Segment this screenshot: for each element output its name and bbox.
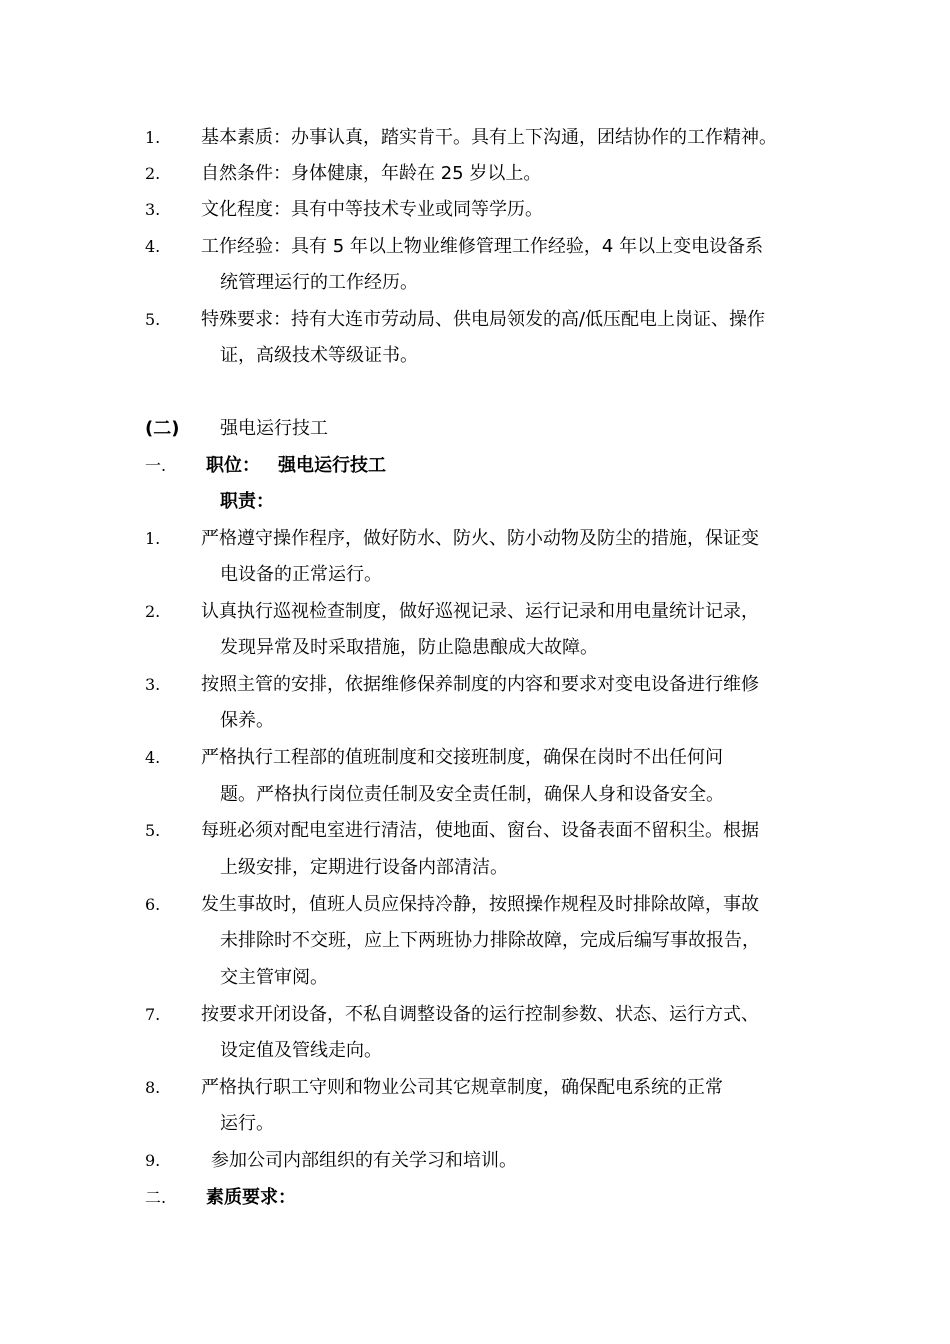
req-3-number: 3. bbox=[145, 200, 161, 219]
section-title: 强电运行技工 bbox=[220, 418, 328, 439]
duty-9-number: 9. bbox=[145, 1151, 161, 1170]
req-2-number: 2. bbox=[145, 164, 161, 183]
duty-8-line-1: 严格执行职工守则和物业公司其它规章制度，确保配电系统的正常 bbox=[201, 1077, 723, 1098]
duty-2-number: 2. bbox=[145, 602, 161, 621]
quality-number: 二. bbox=[145, 1188, 167, 1207]
req-1-number: 1. bbox=[145, 128, 161, 147]
duty-1-line-1: 严格遵守操作程序，做好防水、防火、防小动物及防尘的措施，保证变 bbox=[201, 528, 759, 549]
duty-9-line-1: 参加公司内部组织的有关学习和培训。 bbox=[211, 1150, 517, 1171]
duty-6-line-1: 发生事故时，值班人员应保持冷静，按照操作规程及时排除故障，事故 bbox=[201, 894, 759, 915]
position-value: 强电运行技工 bbox=[278, 455, 386, 476]
duty-5-line-1: 每班必须对配电室进行清洁，使地面、窗台、设备表面不留积尘。根据 bbox=[201, 820, 759, 841]
quality-label: 素质要求： bbox=[206, 1187, 296, 1208]
position-label: 职位： bbox=[206, 455, 260, 476]
duty-3-number: 3. bbox=[145, 675, 161, 694]
req-4-number: 4. bbox=[145, 237, 161, 256]
duty-8-line-2: 运行。 bbox=[220, 1113, 274, 1134]
duty-3-line-2: 保养。 bbox=[220, 710, 274, 731]
duty-8-number: 8. bbox=[145, 1078, 161, 1097]
position-number: 一. bbox=[145, 456, 167, 475]
req-1-line-1: 基本素质：办事认真，踏实肯干。具有上下沟通，团结协作的工作精神。 bbox=[201, 127, 777, 148]
duty-6-line-2: 未排除时不交班，应上下两班协力排除故障，完成后编写事故报告， bbox=[220, 930, 760, 951]
req-2-line-1: 自然条件：身体健康，年龄在 25 岁以上。 bbox=[201, 163, 542, 184]
duty-7-line-1: 按要求开闭设备，不私自调整设备的运行控制参数、状态、运行方式、 bbox=[201, 1004, 759, 1025]
section-number: (二) bbox=[145, 418, 180, 439]
req-5-line-1: 特殊要求：持有大连市劳动局、供电局领发的高/低压配电上岗证、操作 bbox=[201, 309, 766, 330]
req-5-line-2: 证，高级技术等级证书。 bbox=[220, 345, 418, 366]
duty-3-line-1: 按照主管的安排，依据维修保养制度的内容和要求对变电设备进行维修 bbox=[201, 674, 759, 695]
duty-5-line-2: 上级安排，定期进行设备内部清洁。 bbox=[220, 857, 508, 878]
duty-2-line-1: 认真执行巡视检查制度，做好巡视记录、运行记录和用电量统计记录， bbox=[201, 601, 759, 622]
duty-5-number: 5. bbox=[145, 821, 161, 840]
duty-4-line-1: 严格执行工程部的值班制度和交接班制度，确保在岗时不出任何问 bbox=[201, 747, 723, 768]
duty-1-number: 1. bbox=[145, 529, 161, 548]
req-3-line-1: 文化程度：具有中等技术专业或同等学历。 bbox=[201, 199, 543, 220]
duty-6-line-3: 交主管审阅。 bbox=[220, 967, 328, 988]
duty-4-number: 4. bbox=[145, 748, 161, 767]
req-4-line-1: 工作经验：具有 5 年以上物业维修管理工作经验，4 年以上变电设备系 bbox=[201, 236, 764, 257]
duties-heading: 职责： bbox=[220, 491, 274, 512]
duty-1-line-2: 电设备的正常运行。 bbox=[220, 564, 382, 585]
duty-7-line-2: 设定值及管线走向。 bbox=[220, 1040, 382, 1061]
duty-7-number: 7. bbox=[145, 1005, 161, 1024]
duty-4-line-2: 题。严格执行岗位责任制及安全责任制，确保人身和设备安全。 bbox=[220, 784, 724, 805]
req-5-number: 5. bbox=[145, 310, 161, 329]
duty-6-number: 6. bbox=[145, 895, 161, 914]
duty-2-line-2: 发现异常及时采取措施，防止隐患酿成大故障。 bbox=[220, 637, 598, 658]
req-4-line-2: 统管理运行的工作经历。 bbox=[220, 272, 418, 293]
